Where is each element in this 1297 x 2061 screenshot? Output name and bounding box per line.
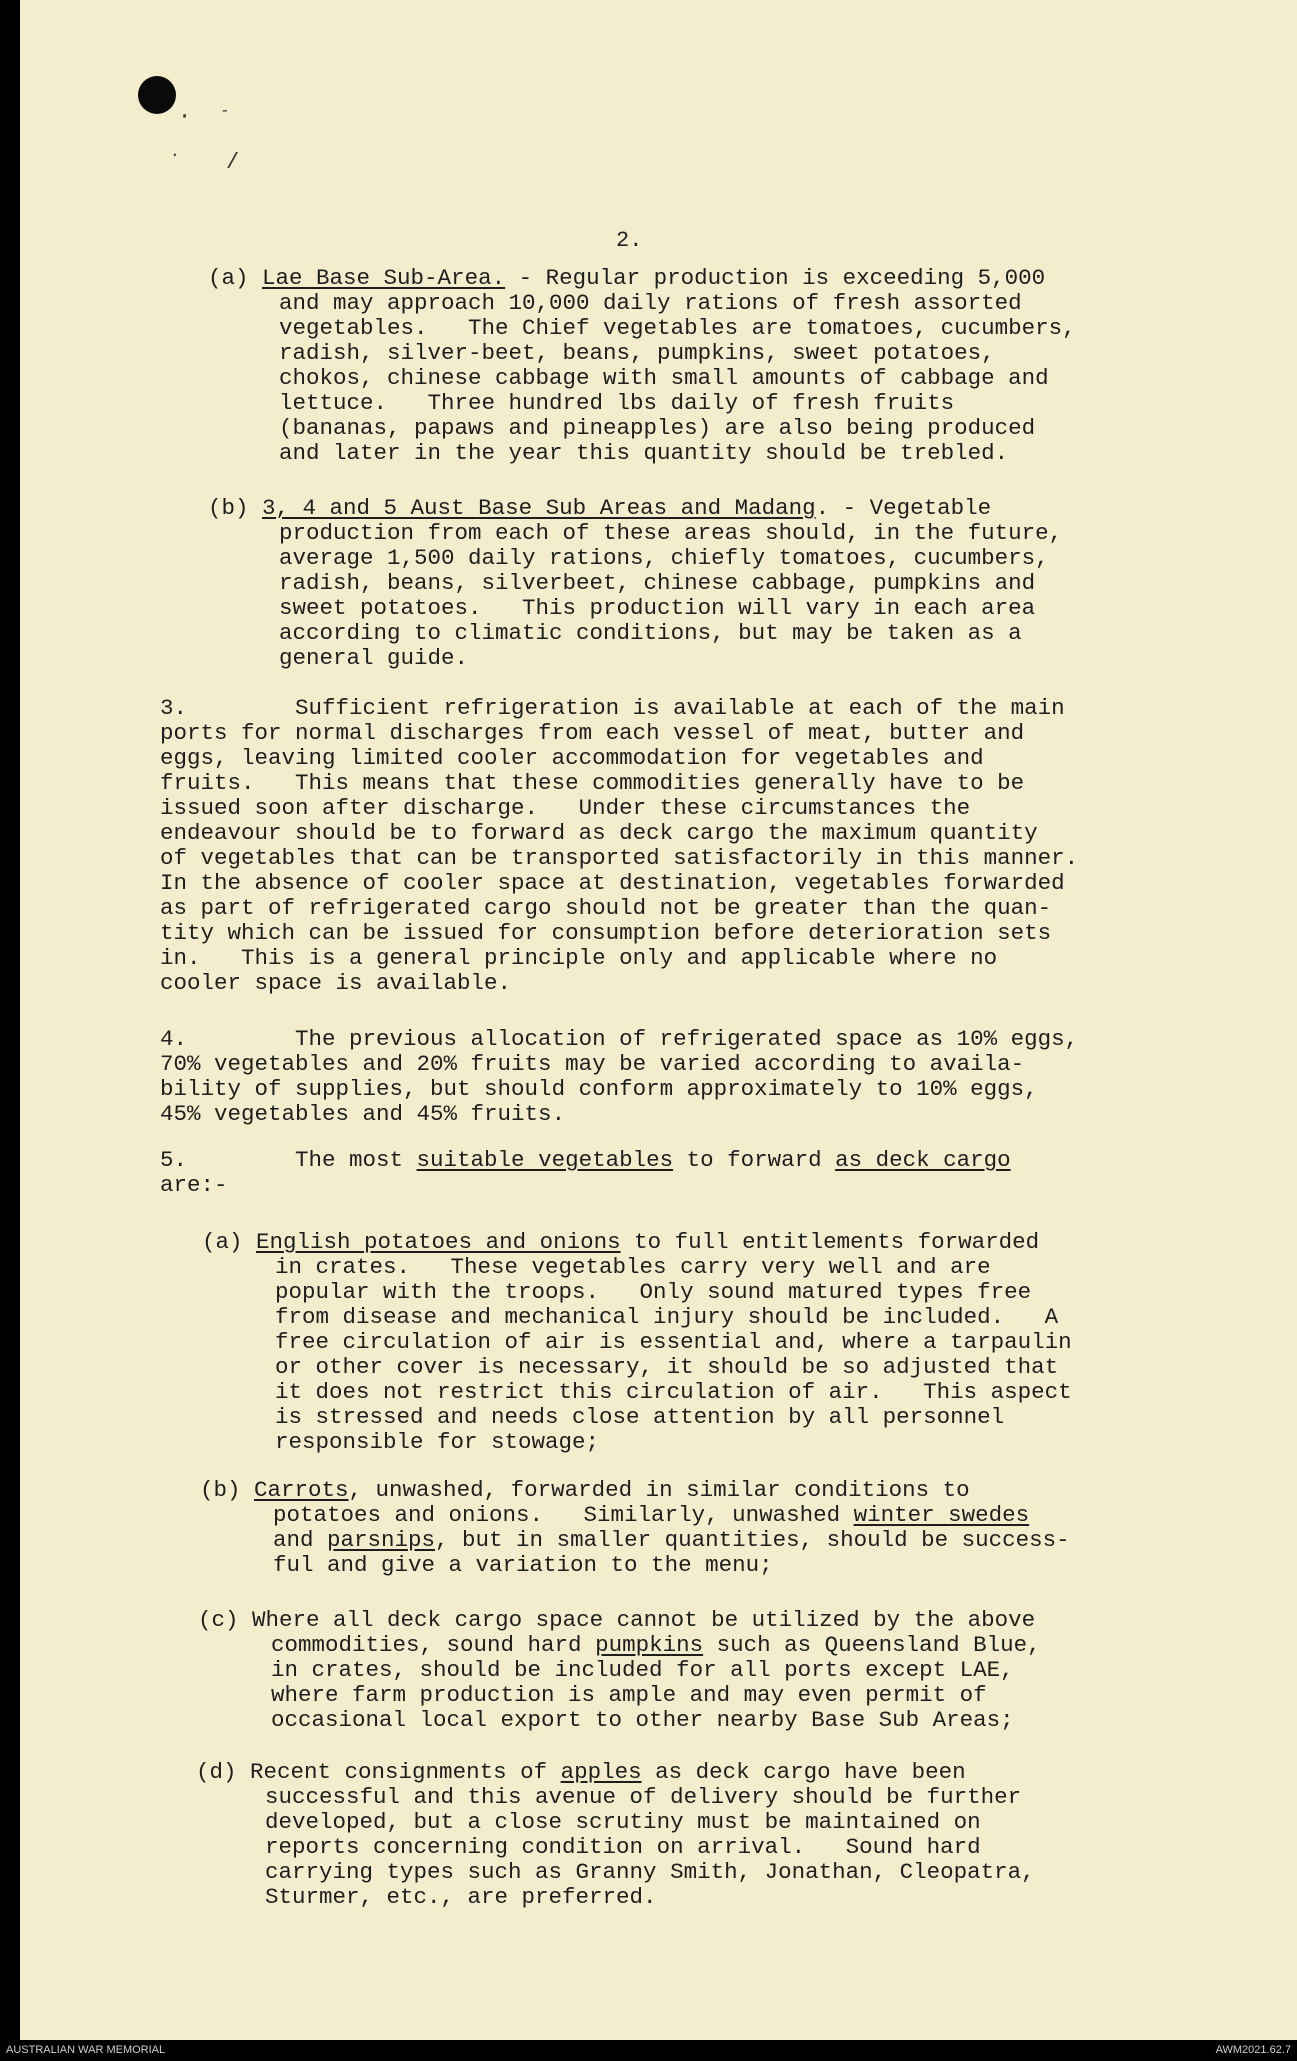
ink-mark: · <box>170 146 180 164</box>
item-text: such as Queensland Blue, <box>703 1632 1041 1658</box>
ink-mark: / <box>226 150 240 175</box>
paragraph-5b-line3 <box>273 1528 1070 1553</box>
paragraph-5d-body: successful and this avenue of delivery should be further developed, but a close scrutiny must be maintained on reports concerning condition on arrival. Sound hard carrying types such as Granny Smith, Jonathan, Cleopatra, Sturmer, etc., are preferred. <box>265 1784 1035 1910</box>
paragraph-5c <box>198 1608 1035 1633</box>
paragraph-5-line2: are:- <box>160 1172 228 1198</box>
item-text: to forward <box>673 1147 836 1173</box>
item-label: (b) <box>200 1477 241 1503</box>
paragraph-5d <box>196 1760 966 1785</box>
item-text: commodities, sound hard <box>271 1632 596 1658</box>
item-label: (a) <box>202 1229 243 1255</box>
footer-bar <box>0 2040 1297 2061</box>
footer-reference: AWM2021.62.7 <box>1215 2044 1291 2056</box>
item-heading: winter swedes <box>853 1502 1030 1528</box>
item-heading: as deck cargo <box>835 1147 1011 1173</box>
ink-mark: · <box>178 104 192 129</box>
item-text: , but in smaller quantities, should be success- <box>435 1527 1070 1553</box>
punch-hole <box>138 76 176 114</box>
item-text: Recent consignments of <box>250 1759 561 1785</box>
item-heading: apples <box>560 1759 642 1785</box>
item-text: - Regular production is exceeding 5,000 <box>505 265 1046 291</box>
item-text: and <box>273 1527 328 1553</box>
item-text: 5. The most <box>160 1147 417 1173</box>
paragraph-5b-line4: ful and give a variation to the menu; <box>273 1552 773 1578</box>
paragraph-3: 3. Sufficient refrigeration is available at each of the main ports for normal discharges from each vessel of meat, butter and eggs, leaving limited cooler accommodation for vegetables and fruits. This means that these commodities generally have to be issued soon after discharge. Under these circumstances the endeavour should be to forward as deck cargo the maximum quantity of vegetables that can be transported satisfactorily in this manner. In the absence of cooler space at destination, vegetables forwarded as part of refrigerated cargo should not be greater than the quan- tity which can be issued for consumption before deterioration sets in. This is a general principle only and applicable where no cooler space is available. <box>160 695 1079 996</box>
paragraph-2a <box>208 266 1045 291</box>
item-label: (b) <box>208 495 249 521</box>
item-label: (d) <box>196 1759 237 1785</box>
paragraph-5b-line2 <box>273 1503 1029 1528</box>
paragraph-4: 4. The previous allocation of refrigerated space as 10% eggs, 70% vegetables and 20% fruits may be varied according to availa- bility of supplies, but should conform approximately to 10% eggs, 45% vegetables and 45% fruits. <box>160 1026 1079 1127</box>
item-heading: suitable vegetables <box>416 1147 674 1173</box>
document-page <box>20 0 1297 2040</box>
ink-mark: - <box>220 102 230 120</box>
paragraph-5a-body: in crates. These vegetables carry very well and are popular with the troops. Only sound matured types free from disease and mechanical injury should be included. A free circulation of air is essential and, where a tarpaulin or other cover is necessary, it should be so adjusted that it does not restrict this circulation of air. This aspect is stressed and needs close attention by all personnel responsible for stowage; <box>275 1254 1072 1455</box>
item-label: (a) <box>208 265 249 291</box>
paragraph-5b <box>200 1478 970 1503</box>
paragraph-5c-body: in crates, should be included for all ports except LAE, where farm production is ample and may even permit of occasional local export to other nearby Base Sub Areas; <box>271 1657 1014 1733</box>
item-heading: pumpkins <box>595 1632 704 1658</box>
item-text: potatoes and onions. Similarly, unwashed <box>273 1502 854 1528</box>
item-label: (c) <box>198 1607 239 1633</box>
item-text: . - Vegetable <box>815 495 992 521</box>
item-text: to full entitlements forwarded <box>620 1229 1040 1255</box>
page-number: 2. <box>616 228 643 253</box>
paragraph-5c-line2 <box>271 1633 1041 1658</box>
item-heading: parsnips <box>327 1527 436 1553</box>
item-heading: English potatoes and onions <box>256 1229 621 1255</box>
item-heading: 3, 4 and 5 Aust Base Sub Areas and Madang <box>262 495 816 521</box>
paragraph-2a-body: and may approach 10,000 daily rations of fresh assorted vegetables. The Chief vegetables are tomatoes, cucumbers, radish, silver-beet, beans, pumpkins, sweet potatoes, chokos, chinese cabbage with small amounts of cabbage and lettuce. Three hundred lbs daily of fresh fruits (bananas, papaws and pineapples) are also being produced and later in the year this quantity should be trebled. <box>279 290 1076 466</box>
item-heading: Carrots <box>254 1477 349 1503</box>
item-text: Where all deck cargo space cannot be utilized by the above <box>252 1607 1036 1633</box>
item-text: , unwashed, forwarded in similar conditions to <box>348 1477 970 1503</box>
paragraph-2b <box>208 496 991 521</box>
paragraph-5a <box>202 1230 1039 1255</box>
paragraph-5 <box>160 1148 1011 1173</box>
item-text: as deck cargo have been <box>641 1759 966 1785</box>
footer-source: AUSTRALIAN WAR MEMORIAL <box>6 2044 166 2056</box>
item-heading: Lae Base Sub-Area. <box>262 265 506 291</box>
paragraph-2b-body: production from each of these areas should, in the future, average 1,500 daily rations, chiefly tomatoes, cucumbers, radish, beans, silverbeet, chinese cabbage, pumpkins and sweet potatoes. This production will vary in each area according to climatic conditions, but may be taken as a general guide. <box>279 520 1063 671</box>
